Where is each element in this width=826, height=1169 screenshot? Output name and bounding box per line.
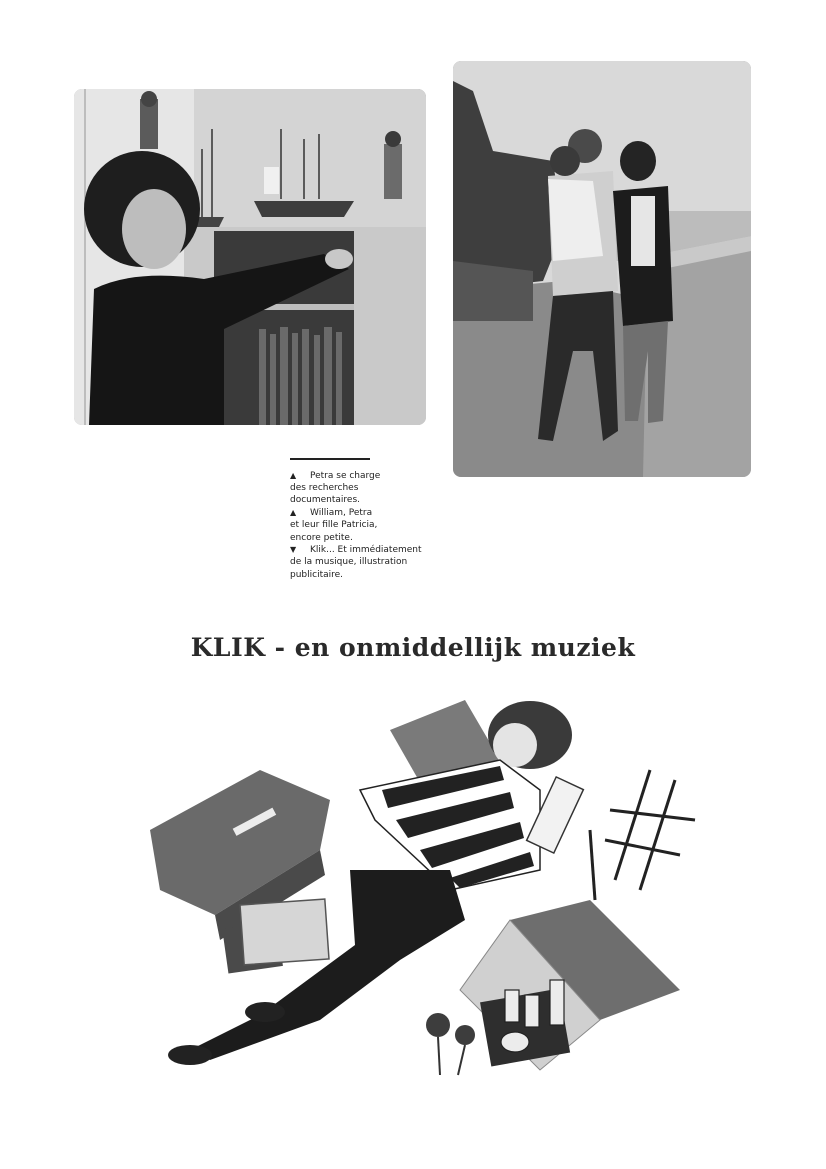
caption-line: William, Petra bbox=[310, 507, 373, 518]
ad-illustration bbox=[120, 690, 700, 1100]
caption-line: et leur fille Patricia, bbox=[290, 520, 378, 531]
photo-family-seaside bbox=[453, 61, 751, 477]
triangle-up-icon: ▲ bbox=[290, 470, 297, 480]
caption-item bbox=[290, 507, 450, 544]
caption-line: encore petite. bbox=[290, 532, 353, 543]
caption-line: Klik... Et immédiatement bbox=[310, 544, 422, 555]
caption-item bbox=[290, 544, 450, 581]
caption-line: publicitaire. bbox=[290, 569, 344, 580]
caption-line: documentaires. bbox=[290, 495, 361, 506]
caption-rule bbox=[290, 458, 370, 460]
triangle-up-icon: ▲ bbox=[290, 507, 297, 517]
caption-line: de la musique, illustration bbox=[290, 557, 408, 568]
photo-caption bbox=[290, 458, 450, 581]
caption-line: des recherches bbox=[290, 482, 359, 493]
caption-line: Petra se charge bbox=[310, 470, 381, 481]
triangle-down-icon: ▼ bbox=[290, 544, 297, 554]
photo-woman-bookshelf bbox=[74, 89, 426, 425]
caption-item bbox=[290, 470, 450, 507]
ad-headline: KLIK - en onmiddellijk muziek bbox=[190, 633, 636, 662]
